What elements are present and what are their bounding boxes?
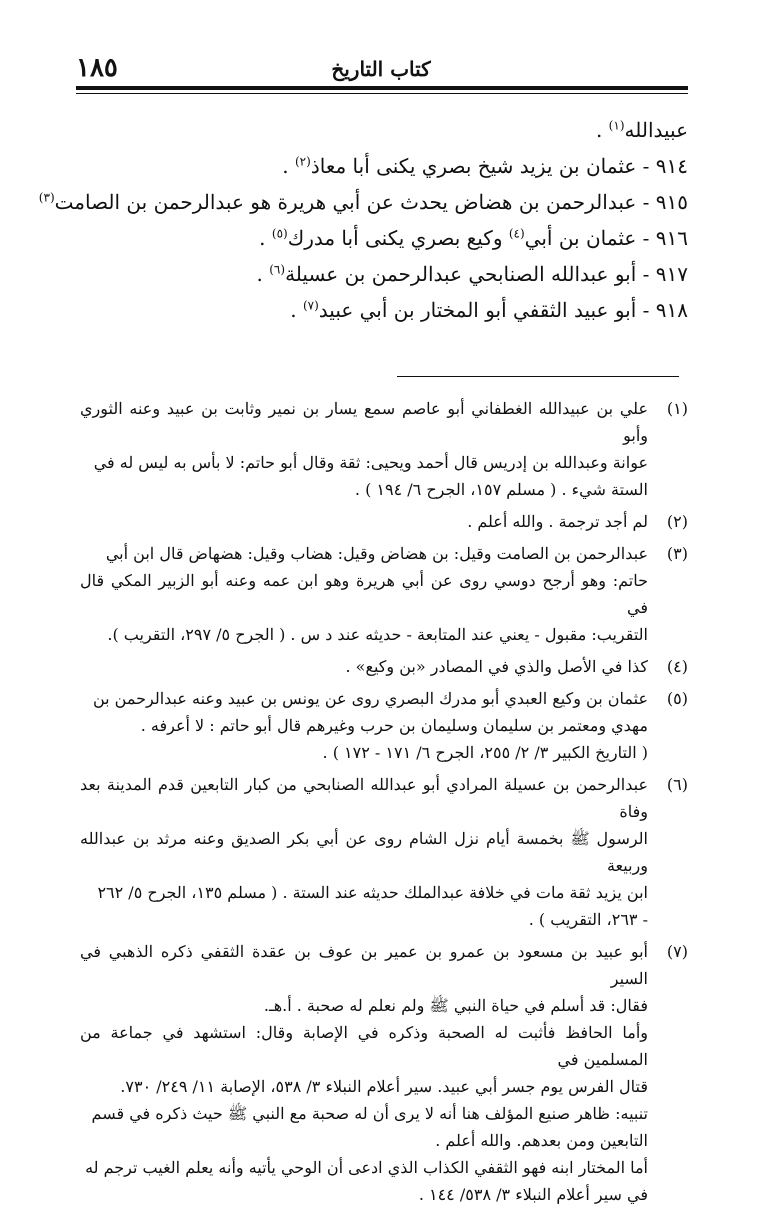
footnote-line: الستة شيء . ( مسلم ١٥٧، الجرح ٦/ ١٩٤ ) . (354, 480, 648, 499)
entry-text: عبيدالله (624, 118, 688, 142)
footnote-ref: (١) (608, 118, 625, 133)
footnote-line: وأما الحافظ فأثبت له الصحبة وذكره في الإصابة وقال: استشهد في جماعة من المسلمين في (80, 1023, 648, 1069)
entry-914 (110, 148, 688, 184)
entry-text-2: وكيع بصري يكنى أبا مدرك (287, 226, 509, 250)
footnote-7 (80, 938, 688, 1208)
entry-tail: . (259, 226, 272, 250)
entry-text: - عبدالرحمن بن هضاض يحدث عن أبي هريرة هو عبدالرحمن بن الصامت (54, 190, 656, 214)
entry-917 (110, 256, 688, 292)
footnote-line: عثمان بن وكيع العبدي أبو مدرك البصري روى عن يونس بن عبيد وعنه عبدالرحمن بن (92, 689, 648, 708)
running-title: كتاب التاريخ (331, 57, 431, 81)
entry-number: ٩١٨ (655, 298, 688, 322)
footnote-ref: (٦) (269, 262, 286, 277)
footnote-line: عبدالرحمن بن الصامت وقيل: بن هضاض وقيل: هضاب وقيل: هضهاض قال ابن أبي (105, 544, 648, 563)
entry-text: - عثمان بن أبي (524, 226, 656, 250)
entry-915 (38, 184, 688, 220)
entry-number: ٩١٤ (655, 154, 688, 178)
footnote-line: مهدي ومعتمر بن سليمان وسليمان بن حرب وغيرهم قال أبو حاتم : لا أعرفه . (140, 716, 648, 735)
footnote-line: ( التاريخ الكبير ٣/ ٢/ ٢٥٥، الجرح ٦/ ١٧١ - ١٧٢ ) . (322, 743, 648, 762)
entry-tail: . (595, 118, 609, 142)
footnote-mark: (٣) (666, 544, 688, 563)
footnote-line: ابن يزيد ثقة مات في خلافة عبدالملك حديثه عند الستة . ( مسلم ١٣٥، الجرح ٥/ ٢٦٢ (97, 883, 648, 902)
footnote-ref: (٧) (302, 298, 319, 313)
page-header (76, 52, 686, 84)
footnotes (80, 395, 688, 1213)
header-rule-thick (76, 86, 688, 90)
footnote-1 (80, 395, 688, 503)
footnote-3 (80, 540, 688, 648)
footnote-mark: (٦) (666, 775, 688, 794)
footnote-line: التابعين ومن بعدهم. والله أعلم . (435, 1131, 648, 1150)
entry-text: - أبو عبيد الثقفي أبو المختار بن أبي عبيد (318, 298, 656, 322)
footnote-line: عوانة وعبدالله بن إدريس قال أحمد ويحيى: ثقة وقال أبو حاتم: لا بأس به ليس له في (93, 453, 648, 472)
entry-text: - عثمان بن يزيد شيخ بصري يكنى أبا معاذ (310, 154, 656, 178)
entry-continuation (110, 112, 688, 148)
footnote-ref: (٣) (38, 190, 55, 205)
footnote-line: قتال الفرس يوم جسر أبي عبيد. سير أعلام النبلاء ٣/ ٥٣٨، الإصابة ١١/ ٢٤٩/ ٧٣٠. (120, 1077, 648, 1096)
footnote-line: عبدالرحمن بن عسيلة المرادي أبو عبدالله الصنابحي من كبار التابعين قدم المدينة بعد وفاة (80, 775, 648, 821)
entry-916 (110, 220, 688, 256)
footnote-line: أبو عبيد بن مسعود بن عمرو بن عمير بن عوف بن عقدة الثقفي ذكره الذهبي في السير (80, 942, 648, 988)
entry-text: - أبو عبدالله الصنابحي عبدالرحمن بن عسيلة (285, 262, 656, 286)
header-rule-thin (76, 93, 688, 94)
footnote-5 (80, 685, 688, 766)
entry-number: ٩١٥ (655, 190, 688, 214)
entry-tail: . (282, 154, 295, 178)
entry-918 (110, 292, 688, 328)
footnote-ref: (٢) (294, 154, 311, 169)
footnote-line: حاتم: وهو أرجح دوسي روى عن أبي هريرة وهو ابن عمه وعنه أبو الزبير المكي قال في (80, 571, 649, 617)
footnote-line: فقال: قد أسلم في حياة النبي ﷺ ولم نعلم له صحبة . أ.هـ. (263, 996, 648, 1015)
footnote-line: لم أجد ترجمة . والله أعلم . (467, 512, 648, 531)
footnote-line: التقريب: مقبول - يعني عند المتابعة - حديثه عند د س . ( الجرح ٥/ ٢٩٧، التقريب ). (107, 625, 648, 644)
footnote-ref: (٥) (271, 226, 288, 241)
footnote-ref: (٤) (508, 226, 525, 241)
footnote-line: تنبيه: ظاهر صنيع المؤلف هنا أنه لا يرى أن له صحبة مع النبي ﷺ حيث ذكره في قسم (91, 1104, 648, 1123)
entries-list (38, 112, 688, 328)
footnote-mark: (١) (666, 399, 688, 418)
footnote-line: أما المختار ابنه فهو الثقفي الكذاب الذي ادعى أن الوحي يأتيه وأنه يعلم الغيب ترجم له (85, 1158, 648, 1177)
footnote-line: علي بن عبيدالله الغطفاني أبو عاصم سمع يسار بن نمير وثابت بن عبيد وعنه الثوري وأبو (80, 399, 648, 445)
page-number: ١٨٥ (76, 53, 118, 83)
footnote-2 (80, 508, 688, 535)
footnote-4 (80, 653, 688, 680)
footnote-6 (80, 771, 688, 933)
footnote-line: - ٢٦٣، التقريب ) . (528, 910, 648, 929)
footnote-line: الرسول ﷺ بخمسة أيام نزل الشام روى عن أبي بكر الصديق وعنه مرثد بن عبدالله وربيعة (80, 829, 649, 875)
entry-number: ٩١٧ (655, 262, 688, 286)
entry-tail: . (290, 298, 303, 322)
entry-tail: . (256, 262, 270, 286)
footnote-mark: (٥) (666, 689, 688, 708)
footnote-mark: (٤) (666, 657, 688, 676)
entry-number: ٩١٦ (655, 226, 688, 250)
footnote-separator (397, 376, 679, 377)
footnote-mark: (٢) (666, 512, 688, 531)
footnote-line: كذا في الأصل والذي في المصادر «بن وكيع» . (345, 657, 648, 676)
footnote-line: في سير أعلام النبلاء ٣/ ٥٣٨/ ١٤٤ . (418, 1185, 648, 1204)
footnote-mark: (٧) (666, 942, 688, 961)
